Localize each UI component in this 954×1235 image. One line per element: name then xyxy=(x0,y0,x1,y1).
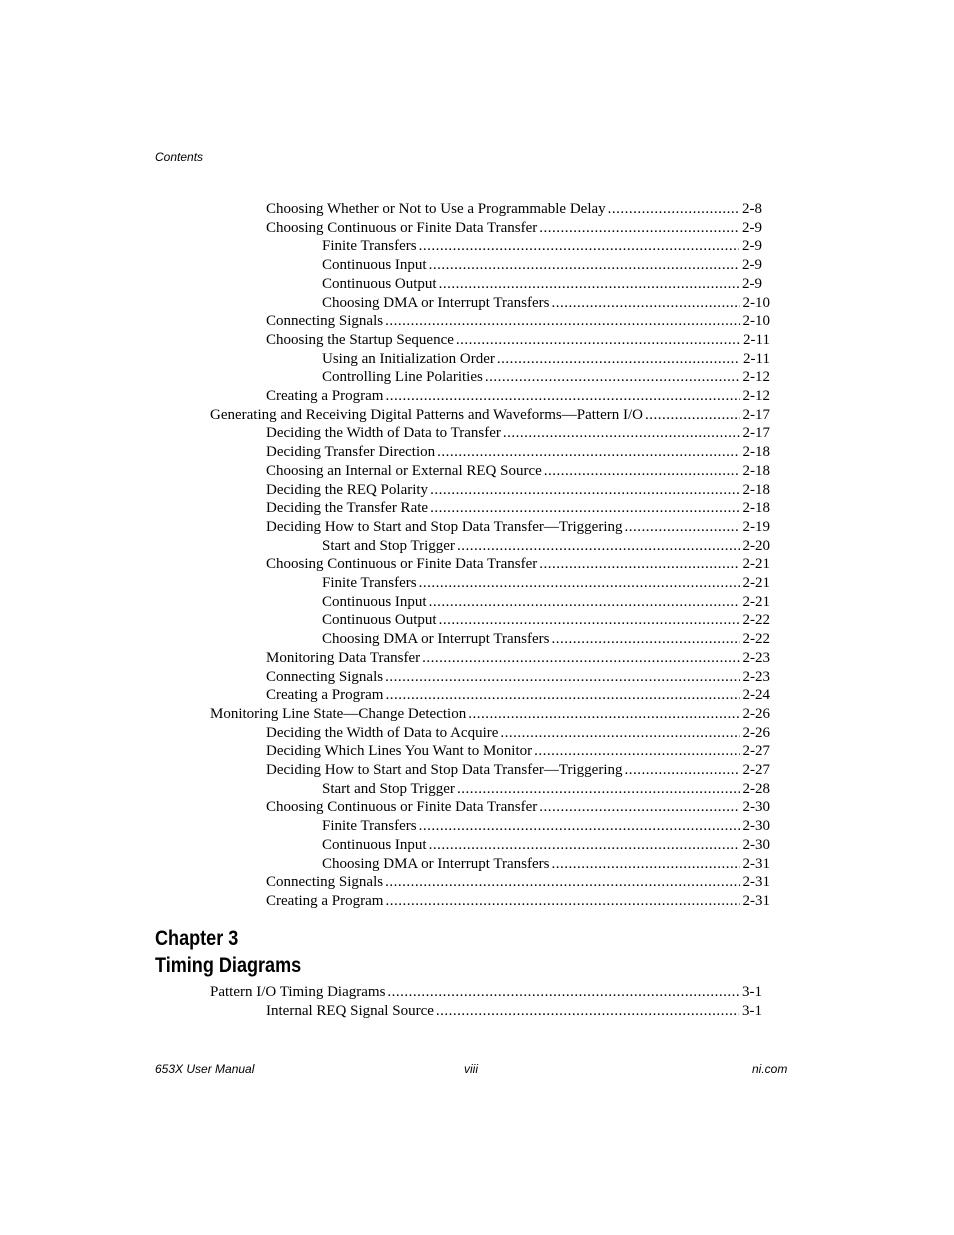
toc-leader-dots xyxy=(625,761,740,780)
toc-entry-title: Finite Transfers xyxy=(322,818,417,835)
toc-entry xyxy=(322,237,762,256)
toc-entry-title: Deciding Which Lines You Want to Monitor xyxy=(266,743,533,760)
toc-leader-dots xyxy=(385,892,739,911)
toc-entry-page: 2-20 xyxy=(742,537,770,554)
toc-entry-title: Choosing DMA or Interrupt Transfers xyxy=(322,294,550,311)
toc-entry-title: Start and Stop Trigger xyxy=(322,780,455,797)
toc-entry-page: 2-22 xyxy=(742,612,770,629)
toc-entry xyxy=(266,798,770,817)
toc-entry-title: Deciding How to Start and Stop Data Transfer—Triggering xyxy=(266,518,623,535)
toc-entry xyxy=(322,780,770,799)
toc-leader-dots xyxy=(456,331,740,350)
toc-entry-page: 2-17 xyxy=(742,425,770,442)
toc-leader-dots xyxy=(430,481,739,500)
toc-entry xyxy=(210,705,770,724)
toc-entry xyxy=(322,611,770,630)
footer-manual-title: 653X User Manual xyxy=(155,1062,255,1076)
toc-leader-dots xyxy=(457,537,740,556)
toc-leader-dots xyxy=(625,518,740,537)
toc-leader-dots xyxy=(429,256,739,275)
toc-entry xyxy=(322,275,762,294)
toc-leader-dots xyxy=(552,630,740,649)
toc-entry-title: Monitoring Data Transfer xyxy=(266,649,421,666)
toc-entry-title: Choosing DMA or Interrupt Transfers xyxy=(322,855,550,872)
toc-entry-page: 2-18 xyxy=(742,444,770,461)
toc-entry-page: 2-8 xyxy=(742,201,762,217)
toc-entry xyxy=(266,686,770,705)
toc-leader-dots xyxy=(439,275,739,294)
toc-entry-title: Internal REQ Signal Source xyxy=(266,1002,434,1019)
toc-leader-dots xyxy=(439,611,740,630)
toc-entry-page: 2-12 xyxy=(742,369,770,386)
toc-entry-title: Deciding the Width of Data to Transfer xyxy=(266,425,501,442)
toc-leader-dots xyxy=(468,705,739,724)
toc-entry-title: Monitoring Line State—Change Detection xyxy=(210,705,467,722)
toc-entry-title: Creating a Program xyxy=(266,687,384,704)
toc-entry-page: 2-17 xyxy=(742,406,770,423)
toc-entry-page: 2-9 xyxy=(742,238,762,255)
toc-entry-title: Using an Initialization Order xyxy=(322,350,495,367)
toc-leader-dots xyxy=(645,406,740,425)
toc-leader-dots xyxy=(385,668,739,687)
toc-leader-dots xyxy=(385,873,739,892)
toc-leader-dots xyxy=(539,555,739,574)
toc-entry-title: Deciding the Transfer Rate xyxy=(266,500,429,517)
toc-entry-page: 2-10 xyxy=(742,313,770,330)
toc-leader-dots xyxy=(437,443,739,462)
toc-entry-page: 2-30 xyxy=(742,818,770,835)
toc-entry xyxy=(322,836,770,855)
toc-entry-title: Finite Transfers xyxy=(322,575,417,591)
toc-entry-page: 2-12 xyxy=(742,388,770,404)
footer-page-number: viii xyxy=(464,1062,478,1076)
toc-entry xyxy=(266,761,770,780)
toc-entry-page: 2-31 xyxy=(742,892,770,909)
toc-entry-title: Continuous Input xyxy=(322,257,427,274)
toc-entry xyxy=(266,742,770,761)
toc-leader-dots xyxy=(552,294,740,313)
toc-entry-title: Start and Stop Trigger xyxy=(322,537,455,554)
toc-entry-title: Choosing Continuous or Finite Data Transfer xyxy=(266,219,538,236)
toc-entry xyxy=(266,424,770,443)
toc-leader-dots xyxy=(385,686,739,705)
toc-entry-title: Creating a Program xyxy=(266,388,384,404)
toc-entry xyxy=(266,331,770,350)
toc-leader-dots xyxy=(544,462,740,481)
toc-entry-page: 2-23 xyxy=(742,649,770,666)
toc-entry xyxy=(266,462,770,481)
toc-entry xyxy=(266,668,770,687)
toc-entry xyxy=(266,724,770,743)
toc-entry-page: 2-21 xyxy=(742,575,770,591)
toc-entry-title: Creating a Program xyxy=(266,892,384,909)
toc-leader-dots xyxy=(419,237,739,256)
toc-entry xyxy=(266,873,770,892)
toc-entry-page: 2-11 xyxy=(743,331,770,348)
toc-entry xyxy=(322,574,770,593)
toc-entry-page: 2-26 xyxy=(742,705,770,722)
toc-entry-page: 2-19 xyxy=(742,518,770,535)
running-head: Contents xyxy=(155,150,204,164)
toc-leader-dots xyxy=(419,817,740,836)
toc-leader-dots xyxy=(385,312,739,331)
toc-entry-page: 2-18 xyxy=(742,481,770,498)
toc-entry xyxy=(266,518,770,537)
toc-entry-title: Continuous Output xyxy=(322,612,437,629)
toc-entry xyxy=(322,368,770,387)
toc-leader-dots xyxy=(485,368,740,387)
toc-entry-title: Choosing the Startup Sequence xyxy=(266,331,454,348)
toc-leader-dots xyxy=(539,798,739,817)
toc-entry xyxy=(266,649,770,668)
toc-entry-page: 2-10 xyxy=(742,294,770,311)
toc-entry-page: 2-30 xyxy=(742,836,770,853)
toc-leader-dots xyxy=(534,742,739,761)
toc-entry-title: Deciding How to Start and Stop Data Transfer—Triggering xyxy=(266,762,623,778)
toc-entry xyxy=(266,499,770,518)
toc-entry-title: Choosing DMA or Interrupt Transfers xyxy=(322,631,550,648)
toc-entry xyxy=(266,312,770,331)
toc-entry xyxy=(322,256,762,275)
toc-leader-dots xyxy=(503,424,740,443)
toc-entry xyxy=(266,481,770,500)
toc-entry-title: Deciding Transfer Direction xyxy=(266,444,436,461)
toc-entry xyxy=(322,855,770,874)
toc-entry-title: Controlling Line Polarities xyxy=(322,369,483,386)
toc-leader-dots xyxy=(422,649,739,668)
chapter-number: Chapter 3 xyxy=(155,927,239,950)
toc-entry-title: Connecting Signals xyxy=(266,874,384,891)
toc-entry xyxy=(322,537,770,556)
toc-entry-page: 2-9 xyxy=(742,257,762,274)
toc-entry-title: Continuous Input xyxy=(322,593,427,610)
toc-leader-dots xyxy=(387,983,739,1002)
toc-entry xyxy=(266,200,762,219)
toc-entry-page: 2-9 xyxy=(742,275,762,292)
toc-leader-dots xyxy=(500,724,739,743)
toc-leader-dots xyxy=(552,855,740,874)
toc-entry-page: 2-23 xyxy=(742,668,770,685)
toc-leader-dots xyxy=(430,499,739,518)
toc-entry xyxy=(266,219,762,238)
toc-entry-title: Finite Transfers xyxy=(322,238,417,255)
toc-entry-title: Choosing Continuous or Finite Data Transfer xyxy=(266,799,538,816)
toc-leader-dots xyxy=(429,836,740,855)
toc-entry-title: Generating and Receiving Digital Patterns and Waveforms—Pattern I/O xyxy=(210,406,643,423)
footer-website: ni.com xyxy=(752,1062,788,1076)
toc-entry-page: 2-28 xyxy=(742,780,770,797)
toc-entry-title: Continuous Output xyxy=(322,275,437,292)
toc-entry-title: Continuous Input xyxy=(322,836,427,853)
toc-leader-dots xyxy=(457,780,740,799)
toc-entry xyxy=(322,294,770,313)
toc-entry xyxy=(210,406,770,425)
toc-entry xyxy=(266,443,770,462)
toc-entry xyxy=(322,593,770,612)
toc-entry-page: 2-31 xyxy=(742,874,770,891)
toc-entry-title: Choosing Continuous or Finite Data Transfer xyxy=(266,556,538,573)
toc-leader-dots xyxy=(608,200,739,219)
toc-entry-page: 2-18 xyxy=(742,462,770,479)
toc-entry-page: 2-21 xyxy=(742,556,770,573)
toc-entry-title: Pattern I/O Timing Diagrams xyxy=(210,984,386,1000)
toc-entry-title: Connecting Signals xyxy=(266,668,384,685)
toc-leader-dots xyxy=(497,350,740,369)
toc-entry-page: 3-1 xyxy=(742,984,762,1000)
toc-entry-page: 2-24 xyxy=(742,687,770,704)
toc-entry-page: 2-9 xyxy=(742,219,762,236)
toc-entry-page: 2-26 xyxy=(742,724,770,741)
toc-leader-dots xyxy=(419,574,740,593)
toc-entry-page: 3-1 xyxy=(742,1002,762,1019)
toc-entry-title: Choosing Whether or Not to Use a Programmable Delay xyxy=(266,201,606,217)
toc-entry-page: 2-27 xyxy=(742,743,770,760)
toc-entry xyxy=(266,892,770,911)
toc-entry xyxy=(266,555,770,574)
toc-entry-title: Choosing an Internal or External REQ Source xyxy=(266,462,542,479)
toc-entry xyxy=(266,1002,762,1021)
toc-entry xyxy=(322,817,770,836)
toc-entry-page: 2-11 xyxy=(743,350,770,367)
toc-entry xyxy=(266,387,770,406)
toc-entry-page: 2-22 xyxy=(742,631,770,648)
toc-entry-page: 2-30 xyxy=(742,799,770,816)
toc-entry-title: Deciding the REQ Polarity xyxy=(266,481,429,498)
toc-leader-dots xyxy=(539,219,739,238)
toc-entry-page: 2-18 xyxy=(742,500,770,517)
toc-leader-dots xyxy=(385,387,739,406)
toc-entry xyxy=(210,983,762,1002)
toc-entry-title: Connecting Signals xyxy=(266,313,384,330)
toc-entry-title: Deciding the Width of Data to Acquire xyxy=(266,724,499,741)
toc-entry-page: 2-27 xyxy=(742,762,770,778)
toc-entry-page: 2-21 xyxy=(742,593,770,610)
toc-entry xyxy=(322,350,770,369)
chapter-title: Timing Diagrams xyxy=(155,954,302,977)
toc-entry-page: 2-31 xyxy=(742,855,770,872)
toc-entry xyxy=(322,630,770,649)
toc-leader-dots xyxy=(429,593,740,612)
toc-leader-dots xyxy=(436,1002,739,1021)
